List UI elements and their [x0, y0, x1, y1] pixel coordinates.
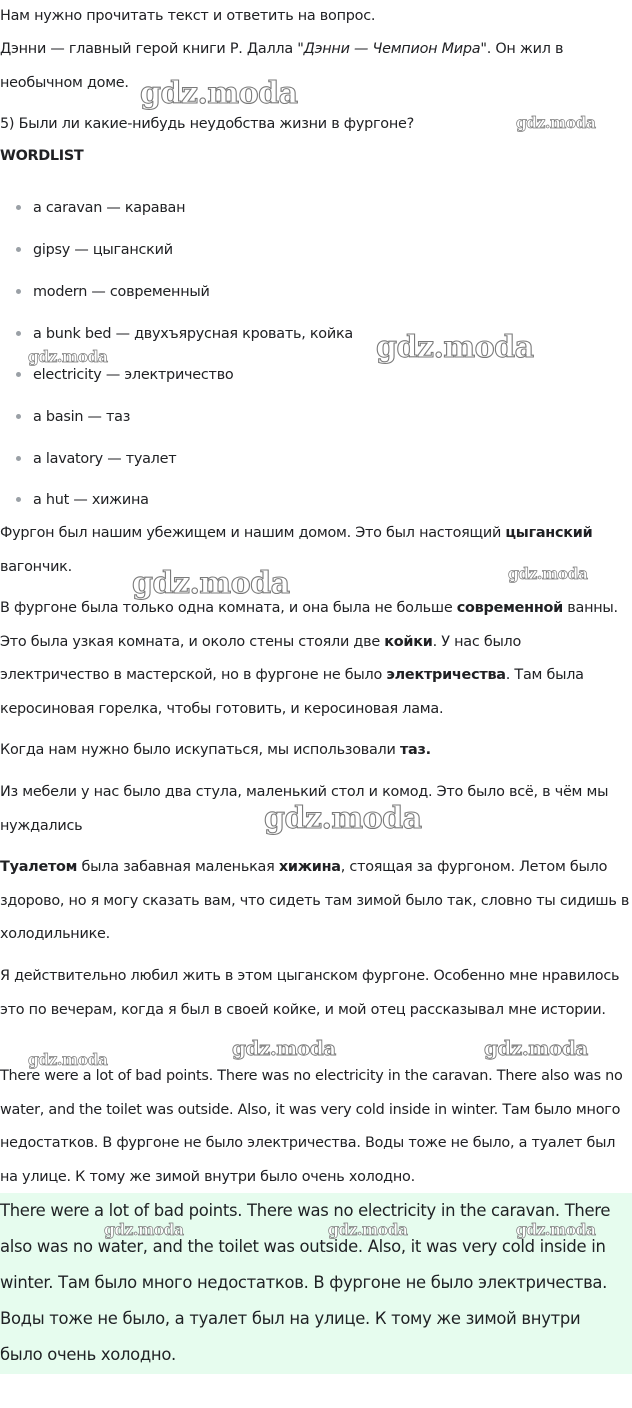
wordlist-item: modern — современный: [0, 277, 210, 307]
paragraph: Из мебели у нас было два стула, маленький стол и комод. Это было всё, в чём мы нуждались: [0, 784, 609, 834]
intro-text: Дэнни — главный герой книги Р. Далла: [0, 41, 298, 57]
watermark-logo: gdz.moda: [508, 564, 588, 583]
paragraph: Я действительно любил жить в этом цыганском фургоне. Особенно мне нравилось это по вечерам, когда я был в своей койке, и мой отец рассказывал мне истории.: [0, 968, 620, 1018]
bullet-icon: [16, 372, 21, 377]
paragraph: There were a lot of bad points. There was no electricity in the caravan. There also was no water, and the toilet was outside. Also, it was very cold inside in winter. Там было много недостатков. В фургоне не было электричества. Воды тоже не было, а туалет был на улице. К тому же зимой внутри было очень холодно.: [0, 1068, 623, 1185]
intro-line: Нам нужно прочитать текст и ответить на вопрос.: [0, 8, 376, 24]
bullet-icon: [16, 289, 21, 294]
watermark-logo: gdz.moda: [28, 1050, 108, 1069]
watermark-logo: gdz.moda: [516, 113, 596, 132]
paragraph: Фургон был нашим убежищем и нашим домом. Это был настоящий цыганский вагончик.: [0, 525, 593, 575]
wordlist-item: electricity — электричество: [0, 360, 233, 390]
bullet-icon: [16, 456, 21, 461]
watermark-logo: gdz.moda: [516, 1220, 596, 1239]
watermark-logo: gdz.moda: [28, 347, 108, 366]
answer-box: [0, 1193, 632, 1374]
paragraph: Когда нам нужно было искупаться, мы использовали таз.: [0, 742, 431, 758]
answer-text: There were a lot of bad points. There was no electricity in the caravan. There also was no water, and the toilet was outside. Also, it was very cold inside in winter. Там было много недостатков. В фургоне не было электричества. Воды тоже не было, а туалет был на улице. К тому же зимой внутри было очень холодно.: [0, 1201, 611, 1364]
wordlist-item: gipsy — цыганский: [0, 235, 173, 265]
wordlist-item: a caravan — караван: [0, 193, 185, 223]
watermark-logo: gdz.moda: [376, 330, 534, 365]
intro-book-line: [0, 33, 632, 100]
bullet-icon: [16, 205, 21, 210]
wordlist-item: a hut — хижина: [0, 485, 149, 515]
bullet-icon: [16, 414, 21, 419]
book-title: "Дэнни — Чемпион Мира": [297, 41, 487, 57]
watermark-logo: gdz.moda: [140, 76, 298, 111]
wordlist-item: a bunk bed — двухъярусная кровать, койка: [0, 319, 353, 349]
watermark-logo: gdz.moda: [328, 1220, 408, 1239]
watermark-logo: gdz.moda: [104, 1220, 184, 1239]
bullet-icon: [16, 331, 21, 336]
watermark-logo: gdz.moda: [132, 566, 290, 601]
bullet-icon: [16, 247, 21, 252]
intro-text-end: . Он жил в необычном доме.: [0, 41, 564, 91]
watermark-logo: gdz.moda: [232, 1036, 336, 1060]
watermark-logo: gdz.moda: [264, 801, 422, 836]
bullet-icon: [16, 497, 21, 502]
watermark-logo: gdz.moda: [484, 1036, 588, 1060]
question: 5) Были ли какие-нибудь неудобства жизни в фургоне?: [0, 116, 414, 132]
paragraph: Туалетом была забавная маленькая хижина, стоящая за фургоном. Летом было здорово, но я могу сказать вам, что сидеть там зимой было так, словно ты сидишь в холодильнике.: [0, 859, 630, 942]
paragraph: В фургоне была только одна комната, и она была не больше современной ванны. Это была узкая комната, и около стены стояли две койки. У нас было электричество в мастерской, но в фургоне не было электричества. Там была керосиновая горелка, чтобы готовить, и керосиновая лама.: [0, 600, 618, 717]
wordlist-item: a basin — таз: [0, 402, 130, 432]
wordlist-item: a lavatory — туалет: [0, 444, 176, 474]
wordlist-title: WORDLIST: [0, 148, 84, 164]
